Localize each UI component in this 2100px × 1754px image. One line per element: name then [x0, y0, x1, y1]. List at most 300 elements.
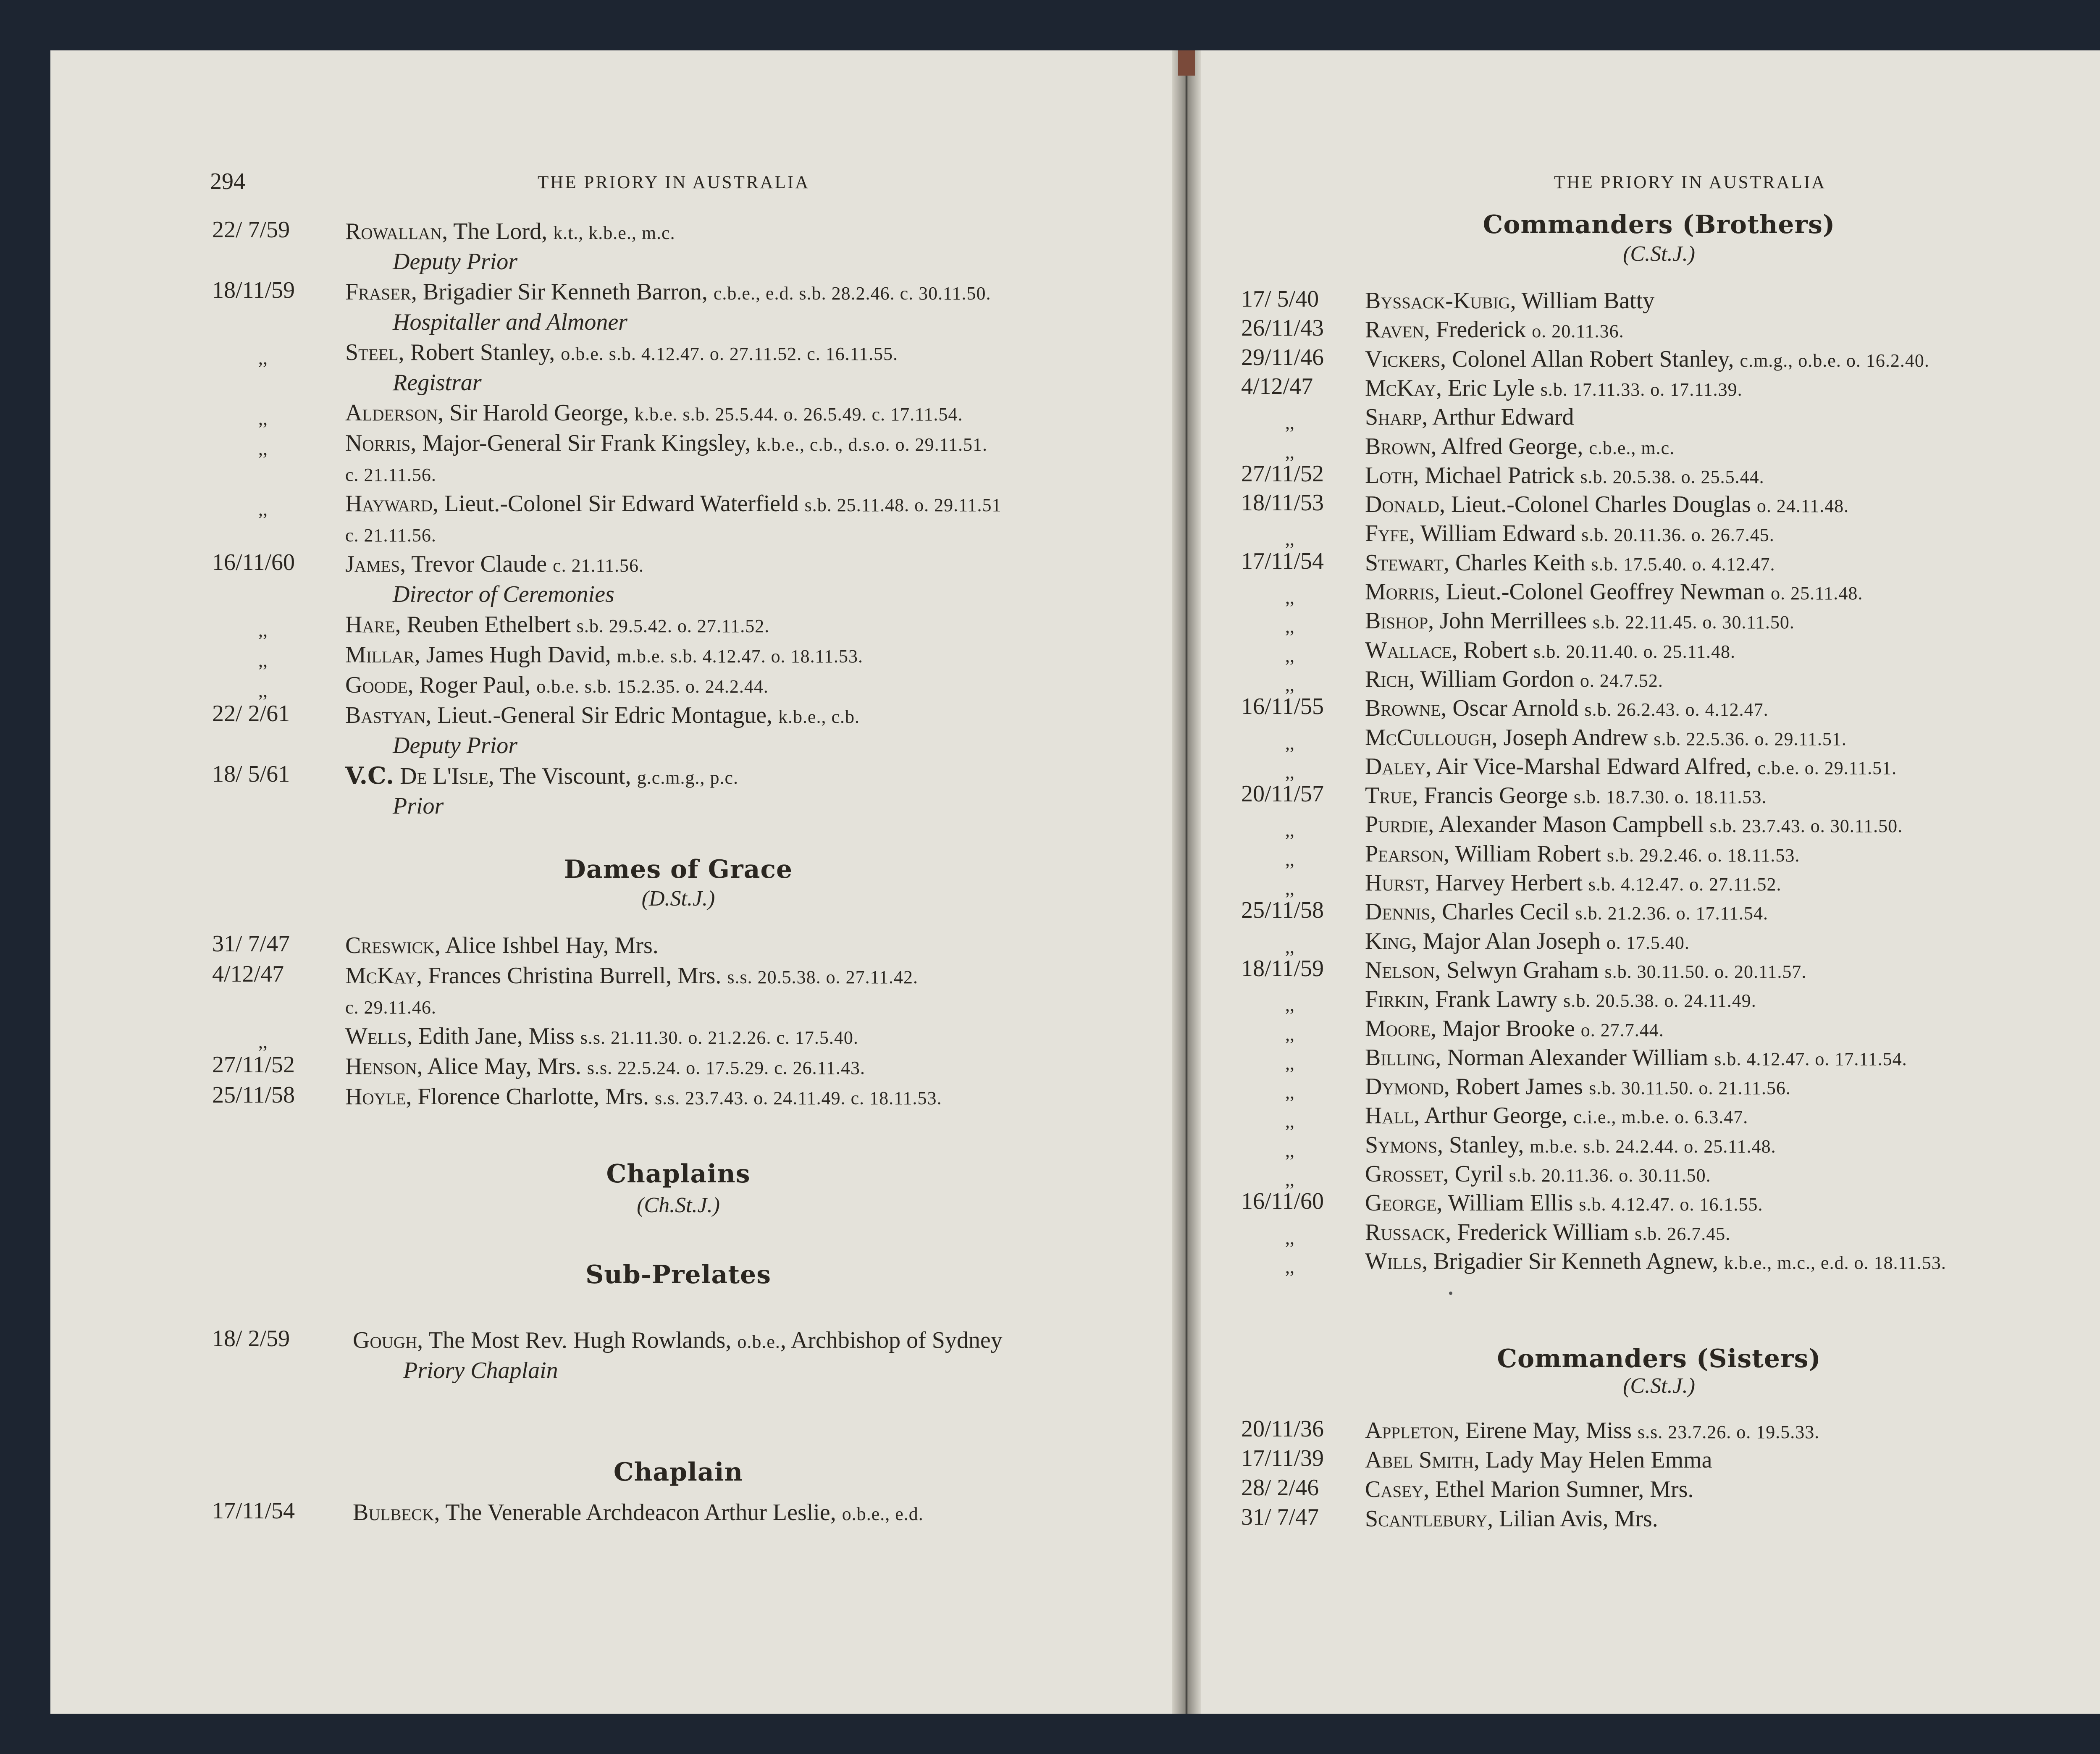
member-given-names: , The Viscount,	[488, 763, 637, 789]
member-given-names: , Eric Lyle	[1436, 375, 1541, 401]
member-surname: Nelson	[1365, 957, 1435, 983]
office-title-text: Hospitaller and Almoner	[393, 309, 627, 335]
entry-date: 18/11/59	[212, 277, 295, 303]
entry-date: 31/ 7/47	[212, 931, 290, 957]
entry-line	[345, 1051, 865, 1082]
entry-line	[1365, 315, 1624, 345]
entry-line	[1365, 984, 1756, 1014]
ditto-mark: ,,	[1285, 733, 1294, 754]
member-given-names: , Colonel Allan Robert Stanley,	[1440, 346, 1740, 372]
entry-continuation	[345, 519, 436, 549]
member-surname: Steel	[345, 339, 399, 365]
entry-date: 17/11/54	[1241, 548, 1324, 574]
section-heading-chaplains: Chaplains	[606, 1159, 751, 1189]
entry-line	[1365, 1071, 1791, 1102]
entry-line	[1365, 518, 1774, 549]
member-given-names: , Lieut.-Colonel Geoffrey Newman	[1434, 579, 1771, 605]
honours-and-dates: s.b. 23.7.43. o. 30.11.50.	[1709, 816, 1903, 837]
ditto-mark: ,,	[1285, 1169, 1294, 1190]
member-given-names: , Oscar Arnold	[1441, 695, 1585, 722]
entry-line	[1365, 1474, 1693, 1505]
member-given-names: , Lieut.-General Sir Edric Montague,	[425, 702, 778, 728]
entry-line	[345, 961, 918, 991]
entry-line	[345, 1082, 942, 1112]
member-given-names: , James Hugh David,	[414, 642, 617, 668]
office-title-text: Deputy Prior	[393, 733, 518, 759]
ditto-mark: ,,	[1285, 616, 1294, 637]
honours-and-dates: s.b. 29.2.46. o. 18.11.53.	[1606, 845, 1800, 866]
member-given-names: , Ethel Marion Sumner, Mrs.	[1423, 1476, 1694, 1502]
entry-line	[1365, 751, 1897, 782]
honours-and-dates: s.b. 29.5.42. o. 27.11.52.	[576, 616, 770, 636]
ditto-mark: ,,	[1285, 1227, 1294, 1248]
ditto-mark: ,,	[1285, 441, 1294, 462]
honours-and-dates: s.b. 18.7.30. o. 18.11.53.	[1573, 787, 1767, 808]
member-surname: George	[1365, 1190, 1437, 1216]
member-surname: Vickers	[1365, 346, 1441, 372]
honours-and-dates: k.b.e., c.b., d.s.o. o. 29.11.51.	[756, 434, 988, 455]
entry-line	[1365, 606, 1795, 636]
honours-and-dates: o.b.e. s.b. 4.12.47. o. 27.11.52. c. 16.11.55.	[561, 344, 898, 364]
office-title-text: Prior	[393, 793, 444, 819]
entry-date: 17/ 5/40	[1241, 286, 1319, 312]
entry-date: 20/11/57	[1241, 781, 1324, 807]
member-surname: Rich	[1365, 666, 1409, 692]
entry-line	[1365, 722, 1847, 753]
honours-and-dates: s.b. 30.11.50. o. 21.11.56.	[1589, 1078, 1791, 1099]
entry-line	[345, 398, 963, 428]
member-given-names: , Lady May Helen Emma	[1473, 1447, 1712, 1473]
ditto-mark: ,,	[1285, 1053, 1294, 1074]
member-surname: Symons	[1365, 1132, 1438, 1158]
ditto-mark: ,,	[258, 650, 268, 671]
member-surname: McKay	[345, 963, 416, 989]
member-surname: Moore	[1365, 1015, 1431, 1042]
section-heading-sub-prelates: Sub-Prelates	[585, 1260, 772, 1289]
honours-and-dates: c.b.e. o. 29.11.51.	[1757, 757, 1897, 778]
print-speck	[1449, 1292, 1452, 1295]
section-heading-chaplain: Chaplain	[613, 1457, 743, 1487]
member-surname: James	[345, 551, 400, 577]
member-given-names: , Alfred George,	[1431, 433, 1589, 460]
entry-date: 22/ 7/59	[212, 217, 290, 243]
member-given-names: , Roger Paul,	[407, 672, 537, 698]
member-given-names: , Charles Cecil	[1430, 899, 1575, 925]
honours-and-dates: m.b.e. s.b. 24.2.44. o. 25.11.48.	[1530, 1136, 1776, 1157]
section-subheading-brothers: (C.St.J.)	[1623, 242, 1695, 266]
entry-line	[1365, 402, 1574, 432]
entry-line	[1365, 693, 1769, 723]
member-surname: Dymond	[1365, 1074, 1444, 1100]
honours-and-dates: s.b. 20.11.36. o. 30.11.50.	[1509, 1165, 1711, 1186]
entry-line	[345, 640, 863, 670]
ditto-mark: ,,	[1285, 1082, 1294, 1103]
honours-and-dates: o. 17.5.40.	[1606, 932, 1690, 953]
section-heading-commanders-sisters: Commanders (Sisters)	[1497, 1344, 1821, 1373]
honours-and-dates: o. 25.11.48.	[1771, 583, 1863, 604]
entry-line	[1365, 1504, 1658, 1534]
member-surname: Hare	[345, 612, 395, 638]
member-given-names: , Frederick William	[1445, 1219, 1635, 1245]
member-given-names: , Trevor Claude	[400, 551, 553, 577]
honours-and-dates: c.b.e., e.d. s.b. 28.2.46. c. 30.11.50.	[713, 283, 991, 304]
honours-and-dates: s.b. 4.12.47. o. 27.11.52.	[1588, 874, 1782, 895]
member-surname: Bulbeck	[353, 1499, 434, 1526]
honours-and-dates: s.b. 30.11.50. o. 20.11.57.	[1604, 961, 1807, 982]
entry-date: 22/ 2/61	[212, 701, 290, 727]
member-given-names: , Major Alan Joseph	[1411, 928, 1606, 954]
member-given-names: , Air Vice-Marshal Edward Alfred,	[1425, 753, 1758, 780]
honours-and-dates: o.b.e. s.b. 15.2.35. o. 24.2.44.	[536, 676, 769, 697]
running-head-right: THE PRIORY IN AUSTRALIA	[1554, 173, 1827, 192]
ditto-mark: ,,	[1285, 995, 1294, 1016]
member-surname: Billing	[1365, 1044, 1436, 1071]
entry-dates: c. 21.11.56.	[345, 465, 436, 485]
entry-date: 17/11/54	[212, 1498, 295, 1524]
member-given-names: , Robert	[1452, 637, 1534, 663]
ditto-mark: ,,	[1285, 674, 1294, 695]
member-surname: Gough	[353, 1327, 417, 1353]
ditto-mark: ,,	[1285, 587, 1294, 608]
honours-and-dates: s.b. 4.12.47. o. 17.11.54.	[1714, 1048, 1907, 1069]
member-given-names: , Florence Charlotte, Mrs.	[406, 1084, 655, 1110]
member-given-names: , Harvey Herbert	[1424, 870, 1588, 896]
ditto-mark: ,,	[258, 1032, 268, 1052]
entry-date: 26/11/43	[1241, 315, 1324, 341]
entry-line	[345, 670, 769, 700]
entry-line	[1365, 780, 1767, 811]
entry-line	[353, 1497, 924, 1528]
honours-and-dates: s.s. 20.5.38. o. 27.11.42.	[727, 967, 918, 987]
honours-and-dates: o. 20.11.36.	[1532, 321, 1624, 342]
entry-line	[345, 761, 738, 791]
entry-date: 27/11/52	[212, 1052, 295, 1078]
honours-and-dates: s.b. 25.11.48. o. 29.11.51	[804, 495, 1002, 515]
ditto-mark: ,,	[1285, 1024, 1294, 1045]
entry-line	[1365, 373, 1743, 403]
honours-and-dates: k.b.e. s.b. 25.5.44. o. 26.5.49. c. 17.11.54.	[634, 404, 963, 425]
honours-and-dates: s.b. 22.11.45. o. 30.11.50.	[1592, 612, 1795, 633]
honours-and-dates: s.b. 26.2.43. o. 4.12.47.	[1584, 699, 1769, 720]
member-surname: Wells	[345, 1023, 407, 1049]
entry-dates: c. 29.11.46.	[345, 997, 436, 1018]
member-surname: Pearson	[1365, 840, 1444, 867]
member-given-names: , Robert Stanley,	[398, 339, 561, 365]
entry-line	[1365, 460, 1764, 491]
entry-continuation	[345, 458, 436, 488]
member-surname: Grosset	[1365, 1161, 1443, 1187]
office-title	[393, 307, 627, 337]
honours-and-dates: k.b.e., m.c., e.d. o. 18.11.53.	[1724, 1252, 1946, 1273]
ditto-mark: ,,	[1285, 878, 1294, 899]
member-given-names: , William Robert	[1444, 840, 1607, 867]
honours-and-dates: k.t., k.b.e., m.c.	[553, 223, 675, 243]
ditto-mark: ,,	[1285, 1256, 1294, 1277]
honours-and-dates: s.s. 21.11.30. o. 21.2.26. c. 17.5.40.	[580, 1027, 858, 1048]
office-title-text: Priory Chaplain	[403, 1358, 558, 1384]
member-given-names: , Charles Keith	[1443, 549, 1591, 576]
entry-line	[1365, 1415, 1819, 1446]
entry-date: 4/12/47	[1241, 373, 1313, 399]
member-given-names: , Major Brooke	[1430, 1015, 1581, 1042]
ditto-mark: ,,	[1285, 936, 1294, 957]
office-title	[393, 368, 482, 398]
member-surname: Loth	[1365, 462, 1413, 488]
entry-line	[1365, 1445, 1712, 1475]
member-title: , Archbishop of Sydney	[780, 1327, 1003, 1353]
member-surname: Firkin	[1365, 986, 1424, 1013]
member-surname: Casey	[1365, 1476, 1424, 1502]
entry-line	[1365, 897, 1768, 927]
honours-and-dates: o. 27.7.44.	[1580, 1019, 1664, 1040]
member-given-names: , Norman Alexander William	[1435, 1044, 1714, 1071]
entry-date: 16/11/60	[1241, 1188, 1324, 1215]
page-number-left: 294	[210, 168, 245, 194]
member-surname: McKay	[1365, 375, 1436, 401]
office-title	[393, 579, 614, 609]
office-title-text: Director of Ceremonies	[393, 581, 614, 607]
entry-date: 27/11/52	[1241, 460, 1324, 487]
member-surname: True	[1365, 782, 1412, 809]
member-surname: Donald	[1365, 491, 1439, 518]
honours-and-dates: s.s. 23.7.26. o. 19.5.33.	[1638, 1422, 1820, 1442]
honours-and-dates: s.b. 22.5.36. o. 29.11.51.	[1654, 728, 1847, 749]
member-given-names: , Robert James	[1444, 1074, 1589, 1100]
ditto-mark: ,,	[1285, 761, 1294, 782]
ditto-mark: ,,	[1285, 645, 1294, 666]
member-surname: Bishop	[1365, 608, 1428, 634]
member-given-names: , Arthur George,	[1414, 1103, 1574, 1129]
honours-and-dates: o.b.e., e.d.	[842, 1504, 924, 1524]
member-given-names: , Brigadier Sir Kenneth Agnew,	[1422, 1248, 1724, 1274]
member-given-names: , Alice Ishbel Hay, Mrs.	[434, 932, 659, 958]
book-gutter	[1172, 50, 1201, 1714]
honours-and-dates: k.b.e., c.b.	[778, 706, 860, 727]
entry-line	[353, 1325, 1003, 1355]
entry-line	[345, 549, 644, 579]
honours-and-dates: c.m.g., o.b.e. o. 16.2.40.	[1740, 350, 1929, 371]
member-given-names: , John Merrillees	[1428, 608, 1593, 634]
member-surname: Hall	[1365, 1103, 1414, 1129]
member-surname: Sharp	[1365, 404, 1422, 431]
entry-date: 17/11/39	[1241, 1445, 1324, 1471]
ditto-mark: ,,	[1285, 1111, 1294, 1132]
honours-and-dates: s.s. 23.7.43. o. 24.11.49. c. 18.11.53.	[654, 1088, 942, 1108]
entry-date: 16/11/60	[212, 549, 295, 575]
member-surname: Stewart	[1365, 549, 1444, 576]
honours-and-dates: g.c.m.g., p.c.	[637, 767, 738, 788]
member-given-names: , Eirene May, Miss	[1453, 1418, 1638, 1444]
office-title	[403, 1355, 558, 1386]
honours-and-dates: s.b. 20.5.38. o. 25.5.44.	[1580, 466, 1764, 487]
member-given-names: , Joseph Andrew	[1491, 724, 1654, 751]
member-surname: Creswick	[345, 932, 435, 958]
member-surname: Alderson	[345, 400, 438, 426]
section-heading-dames: Dames of Grace	[564, 855, 793, 884]
honours-and-dates: s.b. 4.12.47. o. 16.1.55.	[1579, 1194, 1763, 1215]
member-surname: De L'Isle	[400, 763, 488, 789]
ditto-mark: ,,	[1285, 529, 1294, 550]
honours-and-dates: o.b.e.	[737, 1331, 780, 1352]
entry-line	[1365, 548, 1775, 578]
entry-line	[345, 428, 987, 458]
member-surname: Purdie	[1365, 811, 1428, 838]
ditto-mark: ,,	[1285, 1140, 1294, 1161]
entry-line	[1365, 431, 1675, 462]
entry-line	[1365, 926, 1690, 956]
member-surname: Morris	[1365, 579, 1434, 605]
postnominal-prefix: V.C.	[345, 762, 394, 790]
ditto-mark: ,,	[258, 680, 268, 701]
entry-date: 18/11/59	[1241, 955, 1324, 982]
member-given-names: , Lieut.-Colonel Sir Edward Waterfield	[433, 491, 805, 517]
member-surname: Scantlebury	[1365, 1506, 1488, 1532]
honours-and-dates: o. 24.7.52.	[1580, 670, 1663, 691]
member-given-names: , Stanley,	[1437, 1132, 1530, 1158]
entry-date: 31/ 7/47	[1241, 1504, 1319, 1530]
ditto-mark: ,,	[258, 620, 268, 641]
entry-date: 4/12/47	[212, 961, 284, 987]
honours-and-dates: c.b.e., m.c.	[1589, 437, 1675, 458]
member-surname: Goode	[345, 672, 408, 698]
entry-line	[1365, 635, 1735, 665]
member-given-names: , Cyril	[1443, 1161, 1509, 1187]
member-given-names: , Major-General Sir Frank Kingsley,	[410, 430, 757, 456]
member-given-names: , William Gordon	[1409, 666, 1580, 692]
member-given-names: , Edith Jane, Miss	[407, 1023, 580, 1049]
entry-dates: c. 21.11.56.	[345, 525, 436, 546]
office-title	[393, 791, 444, 821]
entry-date: 25/11/58	[212, 1082, 295, 1108]
entry-line	[1365, 1130, 1776, 1160]
member-surname: King	[1365, 928, 1411, 954]
section-heading-commanders-brothers: Commanders (Brothers)	[1483, 210, 1835, 239]
member-surname: Russack	[1365, 1219, 1446, 1245]
honours-and-dates: s.b. 26.7.45.	[1635, 1223, 1731, 1244]
member-given-names: , Lilian Avis, Mrs.	[1487, 1506, 1658, 1532]
entry-line	[1365, 1246, 1946, 1276]
member-given-names: , Lieut.-Colonel Charles Douglas	[1439, 491, 1757, 518]
member-surname: Raven	[1365, 317, 1424, 343]
entry-date: 20/11/36	[1241, 1416, 1324, 1442]
section-subheading-chaplains: (Ch.St.J.)	[637, 1193, 720, 1217]
member-surname: Appleton	[1365, 1418, 1454, 1444]
entry-line	[1365, 664, 1663, 694]
member-surname: Daley	[1365, 753, 1426, 780]
entry-date: 16/11/55	[1241, 693, 1324, 720]
entry-line	[1365, 344, 1929, 374]
member-surname: Dennis	[1365, 899, 1431, 925]
member-surname: Brown	[1365, 433, 1431, 460]
entry-line	[1365, 489, 1849, 520]
entry-line	[1365, 809, 1903, 840]
honours-and-dates: s.b. 20.5.38. o. 24.11.49.	[1563, 990, 1756, 1011]
entry-continuation	[345, 991, 436, 1021]
entry-line	[1365, 839, 1800, 869]
entry-line	[1365, 1042, 1907, 1073]
member-surname: Norris	[345, 430, 411, 456]
member-surname: Henson	[345, 1053, 417, 1079]
entry-line	[345, 216, 675, 247]
office-title	[393, 730, 517, 761]
member-given-names: , Frederick	[1424, 317, 1532, 343]
honours-and-dates: s.b. 17.5.40. o. 4.12.47.	[1591, 554, 1775, 575]
member-given-names: , The Lord,	[442, 218, 554, 244]
member-given-names: , Sir Harold George,	[438, 400, 635, 426]
office-title	[393, 247, 517, 277]
member-given-names: , William Ellis	[1436, 1190, 1579, 1216]
member-given-names: , Reuben Ethelbert	[395, 612, 577, 638]
entry-date: 29/11/46	[1241, 344, 1324, 370]
ditto-mark: ,,	[258, 348, 268, 368]
entry-date: 18/ 5/61	[212, 761, 290, 787]
entry-line	[1365, 577, 1863, 607]
member-given-names: , Alice May, Mrs.	[417, 1053, 587, 1079]
member-given-names: , The Venerable Archdeacon Arthur Leslie,	[434, 1499, 842, 1526]
section-subheading-sisters: (C.St.J.)	[1623, 1374, 1695, 1398]
member-surname: Hayward	[345, 491, 433, 517]
entry-date: 18/11/53	[1241, 490, 1324, 516]
honours-and-dates: s.b. 20.11.36. o. 26.7.45.	[1581, 525, 1774, 546]
entry-line	[345, 930, 659, 961]
entry-line	[345, 277, 991, 307]
office-title-text: Registrar	[393, 370, 482, 396]
entry-line	[345, 337, 898, 368]
member-given-names: , Alexander Mason Campbell	[1428, 811, 1710, 838]
ditto-mark: ,,	[1285, 820, 1294, 841]
honours-and-dates: m.b.e. s.b. 4.12.47. o. 18.11.53.	[617, 646, 864, 667]
member-given-names: , William Batty	[1510, 288, 1655, 314]
office-title-text: Deputy Prior	[393, 249, 518, 275]
member-surname: Fraser	[345, 279, 411, 305]
entry-line	[1365, 1217, 1730, 1247]
member-given-names: , Frances Christina Burrell, Mrs.	[416, 963, 727, 989]
running-head-left: THE PRIORY IN AUSTRALIA	[538, 173, 810, 192]
member-surname: Wallace	[1365, 637, 1452, 663]
entry-line	[345, 1021, 858, 1051]
member-given-names: , William Edward	[1409, 520, 1582, 547]
member-given-names: , Arthur Edward	[1422, 404, 1574, 431]
entry-line	[345, 488, 1001, 519]
entry-line	[1365, 868, 1781, 898]
member-surname: Hoyle	[345, 1084, 406, 1110]
honours-and-dates: c.i.e., m.b.e. o. 6.3.47.	[1573, 1107, 1748, 1128]
honours-and-dates: c. 21.11.56.	[553, 555, 644, 576]
member-surname: Wills	[1365, 1248, 1422, 1274]
member-given-names: , Francis George	[1412, 782, 1574, 809]
binding-strip	[1178, 50, 1195, 76]
ditto-mark: ,,	[258, 499, 268, 520]
section-subheading-dames: (D.St.J.)	[641, 887, 715, 911]
member-surname: Rowallan	[345, 218, 442, 244]
entry-date: 28/ 2/46	[1241, 1475, 1319, 1501]
member-given-names: , Selwyn Graham	[1435, 957, 1605, 983]
member-surname: Millar	[345, 642, 415, 668]
member-surname: Bastyan	[345, 702, 426, 728]
honours-and-dates: s.s. 22.5.24. o. 17.5.29. c. 26.11.43.	[587, 1058, 866, 1078]
ditto-mark: ,,	[1285, 849, 1294, 870]
member-surname: Abel Smith	[1365, 1447, 1474, 1473]
entry-line	[345, 609, 769, 640]
entry-line	[1365, 286, 1654, 316]
honours-and-dates: s.b. 21.2.36. o. 17.11.54.	[1575, 903, 1769, 924]
entry-line	[1365, 1159, 1711, 1189]
ditto-mark: ,,	[258, 438, 268, 459]
member-given-names: , Brigadier Sir Kenneth Barron,	[411, 279, 714, 305]
member-surname: Byssack-Kubig	[1365, 288, 1510, 314]
honours-and-dates: o. 24.11.48.	[1756, 496, 1849, 517]
member-given-names: , The Most Rev. Hugh Rowlands,	[417, 1327, 738, 1353]
